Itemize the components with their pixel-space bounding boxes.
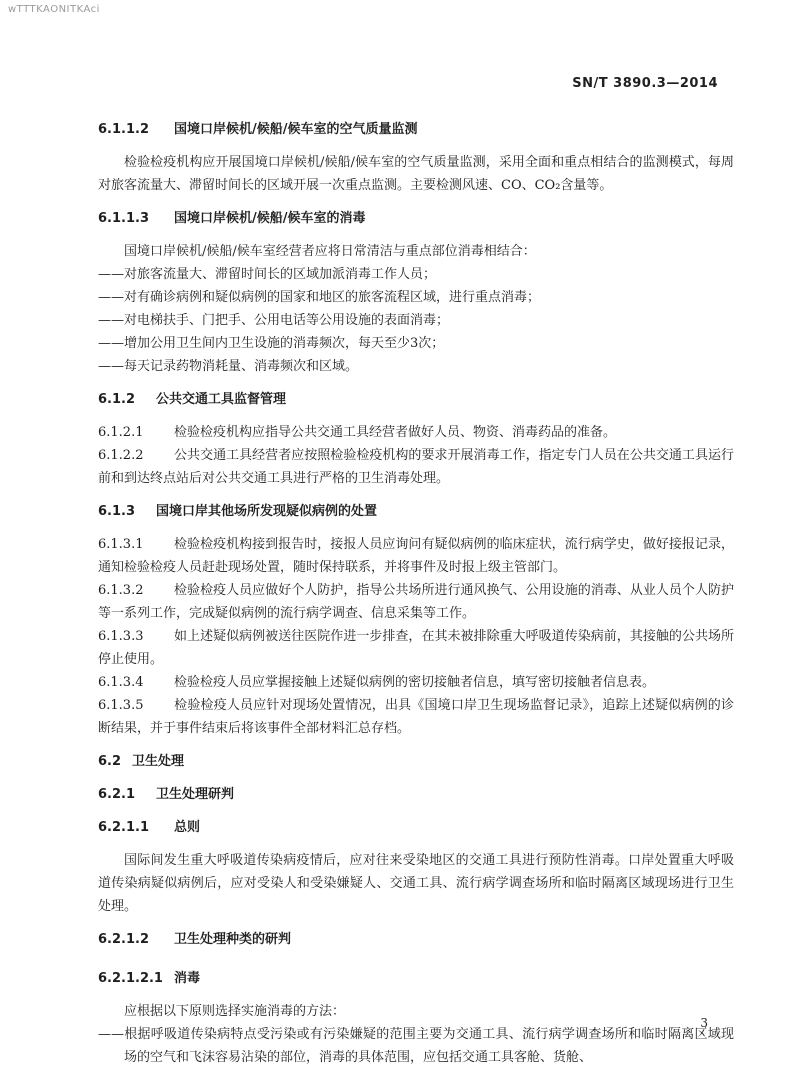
heading-title: 消毒 <box>174 971 201 986</box>
heading-title: 公共交通工具监督管理 <box>156 392 287 407</box>
heading-title: 国境口岸其他场所发现疑似病例的处置 <box>156 504 378 519</box>
clause-text: 检验检疫机构应指导公共交通工具经营者做好人员、物资、消毒药品的准备。 <box>174 425 617 440</box>
numbered-paragraph <box>98 444 734 490</box>
document-body <box>98 118 734 1069</box>
heading-6-1-2 <box>98 388 734 411</box>
numbered-paragraph <box>98 579 734 625</box>
list-item: ——每天记录药物消耗量、消毒频次和区域。 <box>98 359 359 374</box>
heading-6-2-1 <box>98 783 734 806</box>
list-item: ——增加公用卫生间内卫生设施的消毒频次，每天至少3次； <box>98 336 445 351</box>
heading-6-2-1-1 <box>98 816 734 839</box>
numbered-paragraph <box>98 421 734 444</box>
list-item: ——对有确诊病例和疑似病例的国家和地区的旅客流程区域，进行重点消毒； <box>98 290 541 305</box>
clause-number: 6.1.3.1 <box>98 537 144 552</box>
clause-text: 检验检疫机构接到报告时，接报人员应询问有疑似病例的临床症状，流行病学史，做好接报记录，通知检验检疫人员赶赴现场处置，随时保持联系，并将事件及时报上级主管部门。 <box>98 537 734 575</box>
clause-number: 6.1.2.1 <box>98 425 144 440</box>
heading-6-2-1-2-1 <box>98 967 734 990</box>
heading-title: 总则 <box>174 820 201 835</box>
standard-code: SN/T 3890.3—2014 <box>572 76 718 91</box>
numbered-paragraph <box>98 694 734 740</box>
heading-number: 6.2.1.1 <box>98 820 149 835</box>
paragraph: 应根据以下原则选择实施消毒的方法： <box>124 1004 346 1019</box>
clause-text: 如上述疑似病例被送往医院作进一步排查，在其未被排除重大呼吸道传染病前，其接触的公共场所停止使用。 <box>98 629 734 667</box>
heading-number: 6.2.1 <box>98 787 136 802</box>
heading-title: 卫生处理种类的研判 <box>174 932 292 947</box>
clause-number: 6.1.3.2 <box>98 583 144 598</box>
heading-title: 国境口岸候机/候船/候车室的空气质量监测 <box>174 122 418 137</box>
clause-number: 6.1.3.4 <box>98 675 144 690</box>
list-item: ——对电梯扶手、门把手、公用电话等公用设施的表面消毒； <box>98 313 450 328</box>
paragraph: 国境口岸候机/候船/候车室经营者应将日常清洁与重点部位消毒相结合： <box>124 244 536 259</box>
numbered-paragraph <box>98 671 734 694</box>
heading-number: 6.2.1.2.1 <box>98 971 163 986</box>
heading-number: 6.1.2 <box>98 392 136 407</box>
clause-number: 6.1.3.5 <box>98 698 144 713</box>
heading-6-1-1-3 <box>98 207 734 230</box>
clause-text: 检验检疫人员应做好个人防护，指导公共场所进行通风换气、公用设施的消毒、从业人员个人防护等一系列工作，完成疑似病例的流行病学调查、信息采集等工作。 <box>98 583 734 621</box>
list-item: ——对旅客流量大、滞留时间长的区域加派消毒工作人员； <box>98 267 437 282</box>
heading-number: 6.2.1.2 <box>98 932 149 947</box>
clause-text: 公共交通工具经营者应按照检验检疫机构的要求开展消毒工作，指定专门人员在公共交通工具运行前和到达终点站后对公共交通工具进行严格的卫生消毒处理。 <box>98 448 734 486</box>
heading-title: 卫生处理 <box>132 754 185 769</box>
heading-6-1-3 <box>98 500 734 523</box>
clause-number: 6.1.3.3 <box>98 629 144 644</box>
heading-number: 6.2 <box>98 754 122 769</box>
heading-number: 6.1.1.2 <box>98 122 149 137</box>
clause-text: 检验检疫人员应针对现场处置情况，出具《国境口岸卫生现场监督记录》，追踪上述疑似病例的诊断结果，并于事件结束后将该事件全部材料汇总存档。 <box>98 698 734 736</box>
numbered-paragraph <box>98 533 734 579</box>
clause-number: 6.1.2.2 <box>98 448 144 463</box>
paragraph: 检验检疫机构应开展国境口岸候机/候船/候车室的空气质量监测，采用全面和重点相结合的监测模式，每周对旅客流量大、滞留时间长的区域开展一次重点监测。主要检测风速、CO、CO₂含量等。 <box>98 155 734 193</box>
heading-number: 6.1.3 <box>98 504 136 519</box>
heading-title: 国境口岸候机/候船/候车室的消毒 <box>174 211 366 226</box>
corner-mark: wTTTKAONITKAci <box>8 4 100 15</box>
dash-list <box>98 263 734 378</box>
heading-6-2-1-2 <box>98 928 734 951</box>
clause-text: 检验检疫人员应掌握接触上述疑似病例的密切接触者信息，填写密切接触者信息表。 <box>174 675 656 690</box>
paragraph: 国际间发生重大呼吸道传染病疫情后，应对往来受染地区的交通工具进行预防性消毒。口岸处置重大呼吸道传染病疑似病例后，应对受染人和受染嫌疑人、交通工具、流行病学调查场所和临时隔离区域现场进行卫生处理。 <box>98 853 734 914</box>
heading-title: 卫生处理研判 <box>156 787 235 802</box>
numbered-paragraph <box>98 625 734 671</box>
heading-number: 6.1.1.3 <box>98 211 149 226</box>
heading-6-1-1-2 <box>98 118 734 141</box>
list-item: ——根据呼吸道传染病特点受污染或有污染嫌疑的范围主要为交通工具、流行病学调查场所和临时隔离区域现场的空气和飞沫容易沾染的部位，消毒的具体范围，应包括交通工具客舱、货舱、 <box>98 1027 734 1065</box>
heading-6-2 <box>98 750 734 773</box>
page-number: 3 <box>700 1016 708 1030</box>
